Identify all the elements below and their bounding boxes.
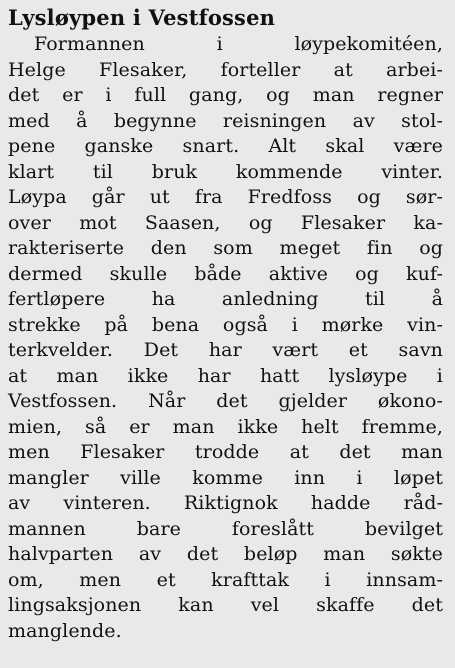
article-line: terkvelder. Det har vært et savn <box>8 339 443 361</box>
article-line: rakteriserte den som meget fin og <box>8 237 443 259</box>
article-line: at man ikke har hatt lysløype i <box>8 364 443 387</box>
article-line: klart til bruk kommende vinter. <box>8 160 443 183</box>
article-line: strekke på bena også i mørke vin- <box>8 313 443 336</box>
article-line: manglende. <box>8 619 122 642</box>
article-line: pene ganske snart. Alt skal være <box>8 135 443 157</box>
article-line: lingsaksjonen kan vel skaffe det <box>8 594 443 616</box>
article-line: mien, så er man ikke helt fremme, <box>8 415 443 438</box>
article-line: om, men et krafttak i innsam- <box>8 568 443 591</box>
article-line: fertløpere ha anledning til å <box>8 288 443 310</box>
article-body <box>8 32 443 644</box>
article-line: Formannen i løypekomitéen, <box>34 33 443 55</box>
article-line: mangler ville komme inn i løpet <box>8 466 443 489</box>
article-line: av vinteren. Riktignok hadde råd- <box>8 492 443 514</box>
article-line: med å begynne reisningen av stol- <box>8 109 443 132</box>
article-line: men Flesaker trodde at det man <box>8 441 443 463</box>
article-line: mannen bare foreslått bevilget <box>8 517 443 540</box>
article-line: Helge Flesaker, forteller at arbei- <box>8 58 443 81</box>
article-line: Vestfossen. Når det gjelder økono- <box>8 390 443 412</box>
article-line: dermed skulle både aktive og kuf- <box>8 262 443 285</box>
article-line: over mot Saasen, og Flesaker ka- <box>8 211 443 234</box>
article-line: Løypa går ut fra Fredfoss og sør- <box>8 186 443 208</box>
article-line: det er i full gang, og man regner <box>8 84 443 106</box>
article-line: halvparten av det beløp man søkte <box>8 543 443 565</box>
article-headline: Lysløypen i Vestfossen <box>8 5 276 30</box>
